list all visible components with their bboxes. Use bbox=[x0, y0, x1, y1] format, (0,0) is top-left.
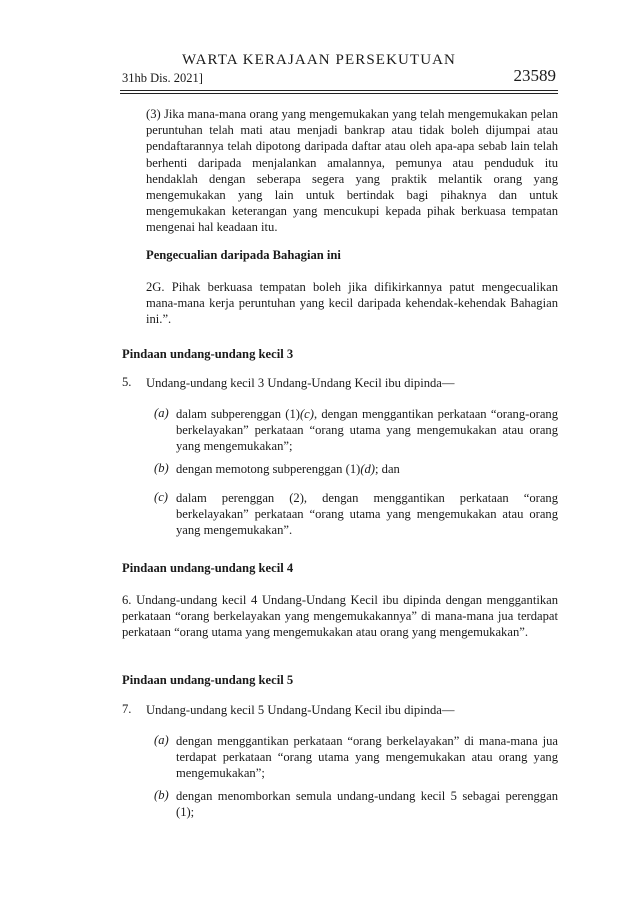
heading-bylaw-5: Pindaan undang-undang kecil 5 bbox=[122, 673, 294, 687]
page-number: 23589 bbox=[513, 66, 556, 85]
clause-5c-label: (c) bbox=[154, 490, 168, 504]
clause-5-text: Undang-undang kecil 3 Undang-Undang Kecil ibu dipinda— bbox=[146, 376, 455, 390]
clause-5c-text: dalam perenggan (2), dengan menggantikan perkataan “orang berkelayakan” perkataan “orang utama yang mengemukakan atau orang yang mengemukakan”. bbox=[176, 491, 558, 538]
heading-bylaw-4: Pindaan undang-undang kecil 4 bbox=[122, 561, 294, 575]
clause-7a-text: dengan menggantikan perkataan “orang berkelayakan” di mana-mana jua terdapat perkataan “orang utama yang mengemukakan atau orang yang mengemukakan”; bbox=[176, 734, 558, 781]
clause-7a-label: (a) bbox=[154, 733, 169, 747]
clause-7b-text: dengan menomborkan semula undang-undang kecil 5 sebagai perenggan (1); bbox=[176, 789, 558, 820]
paragraph-2g: 2G. Pihak berkuasa tempatan boleh jika difikirkannya patut mengecualikan mana-mana kerja peruntuhan yang kecil daripada kehendak-kehendak Bahagian ini.”. bbox=[146, 280, 558, 327]
gazette-title: WARTA KERAJAAN PERSEKUTUAN bbox=[181, 52, 456, 68]
clause-5a-text: dalam subperenggan (1)(c), dengan menggantikan perkataan “orang-orang berkelayakan” perkataan “orang utama yang mengemukakan atau orang yang mengemukakan”; bbox=[176, 407, 559, 454]
heading-exemption: Pengecualian daripada Bahagian ini bbox=[146, 248, 341, 262]
heading-bylaw-3: Pindaan undang-undang kecil 3 bbox=[122, 347, 294, 361]
header-rule bbox=[120, 90, 558, 91]
clause-5-number: 5. bbox=[122, 375, 132, 389]
clause-7-text: Undang-undang kecil 5 Undang-Undang Kecil ibu dipinda— bbox=[146, 703, 455, 717]
issue-date: 31hb Dis. 2021] bbox=[122, 71, 203, 85]
header-rule-secondary bbox=[120, 93, 558, 94]
clause-7-number: 7. bbox=[122, 702, 132, 716]
clause-6-text: 6. Undang-undang kecil 4 Undang-Undang Kecil ibu dipinda dengan menggantikan perkataan “orang berkelayakan yang mengemukakannya” di mana-mana jua terdapat perkataan “orang utama yang mengemukakan atau orang yang mengemukakan”. bbox=[122, 593, 558, 640]
clause-5a-label: (a) bbox=[154, 406, 169, 420]
subsection-3-paragraph: (3) Jika mana-mana orang yang mengemukakan yang telah mengemukakan pelan peruntuhan telah mati atau menjadi bankrap atau tidak boleh dijumpai atau pendaftarannya telah dipotong daripada daftar atau oleh apa-apa sebab lain telah berhenti daripada menjalankan amalannya, pemunya atau penduduk itu hendaklah dengan seberapa segera yang praktik melantik orang yang mengemukakan yang lain untuk bertindak bagi pihaknya dan untuk mengemukakan keterangan yang mencukupi kepada pihak berkuasa tempatan mengenai hal keadaan itu. bbox=[146, 107, 558, 235]
clause-5b-label: (b) bbox=[154, 461, 169, 475]
clause-5b-text: dengan memotong subperenggan (1)(d); dan bbox=[176, 462, 400, 476]
clause-7b-label: (b) bbox=[154, 788, 169, 802]
